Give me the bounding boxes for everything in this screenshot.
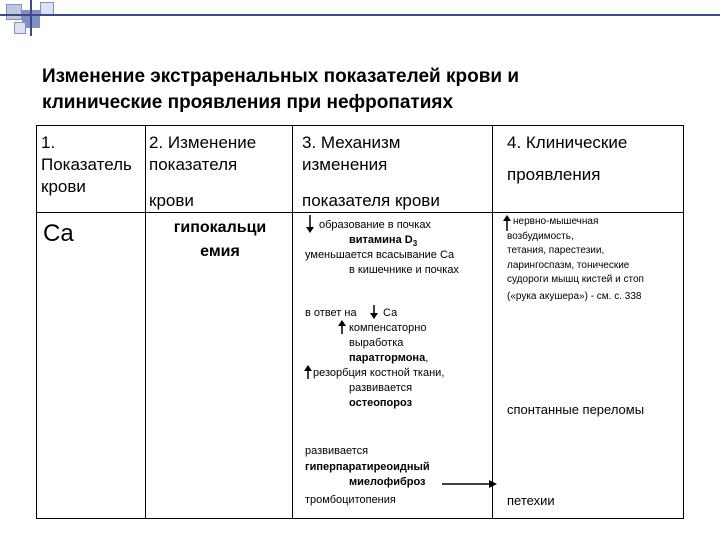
column-divider — [292, 126, 293, 518]
header-text: 4. Клинические — [507, 133, 628, 152]
clin-line: возбудимость, — [507, 230, 574, 242]
vitamin-d: витамина D — [349, 234, 413, 246]
header-text: крови — [41, 177, 86, 196]
mech1-c: уменьшается всасывание Са — [305, 249, 455, 261]
indicator-ca: Ca — [43, 220, 74, 247]
header-text: 1. — [41, 133, 56, 152]
mech3-c: миелофиброз — [349, 476, 426, 488]
header-divider — [37, 212, 683, 213]
header-text: 2. Изменение — [149, 133, 257, 152]
data-table — [36, 125, 684, 519]
clin-line: тетания, парестезии, — [507, 245, 605, 256]
parathormone: паратгормона — [349, 352, 426, 364]
clin2: спонтанные переломы — [507, 402, 645, 417]
mech1-d: в кишечнике и почках — [349, 264, 459, 276]
column-divider — [492, 126, 493, 518]
clin-line: судороги мышц кистей и стоп — [507, 274, 644, 285]
mech2-g: остеопороз — [349, 397, 413, 409]
mech3-d: тромбоцитопения — [305, 494, 396, 506]
arrow-up-icon — [337, 319, 347, 335]
mech2-d — [349, 351, 428, 366]
clin-line: нервно-мышечная — [513, 216, 599, 227]
header-mechanism — [302, 132, 440, 212]
header-text: изменения — [302, 155, 388, 174]
mech2-b: компенсаторно — [349, 322, 427, 334]
clin3: петехии — [507, 493, 555, 508]
decor-horizontal-line — [0, 14, 720, 16]
decor-square — [14, 22, 26, 34]
mech2-a: в ответ на — [305, 307, 357, 319]
mech2-a2: Са — [383, 307, 398, 319]
header-text: проявления — [507, 165, 601, 184]
change-text: гипокальци — [173, 219, 267, 236]
change-hypocalcemia — [149, 216, 291, 264]
decor-vertical-line — [30, 0, 32, 36]
mech2-f: развивается — [349, 382, 413, 394]
clin-line: («рука акушера») - см. с. 338 — [507, 290, 642, 302]
mech1-a: образование в почках — [319, 219, 431, 231]
header-text: 3. Механизм — [302, 133, 401, 152]
slide-title — [42, 64, 682, 116]
title-line: Изменение экстраренальных показателей крови и — [42, 66, 520, 87]
arrow-right-icon — [441, 478, 499, 490]
header-change — [149, 132, 256, 212]
header-clinical — [507, 132, 627, 186]
header-text: показателя крови — [302, 191, 440, 210]
mech2-c: выработка — [349, 337, 404, 349]
header-text: Показатель — [41, 155, 132, 174]
header-text: показателя — [149, 155, 238, 174]
clin1 — [507, 215, 644, 304]
column-divider — [145, 126, 146, 518]
comma: , — [425, 352, 429, 364]
decor-square — [6, 4, 22, 20]
mech3-a: развивается — [305, 445, 369, 457]
header-text: крови — [149, 191, 194, 210]
arrow-down-icon — [305, 214, 315, 234]
change-text: емия — [200, 243, 240, 260]
mech3-b: гиперпаратиреоидный — [305, 461, 430, 473]
title-line: клинические проявления при нефропатиях — [42, 92, 454, 113]
vitamin-d-sub: 3 — [412, 239, 418, 249]
mech2-e: резорбция костной ткани, — [313, 367, 445, 379]
clin-line: ларингоспазм, тонические — [507, 259, 630, 271]
header-indicator — [41, 132, 132, 198]
arrow-down-icon — [369, 304, 379, 320]
arrow-up-icon — [303, 364, 313, 380]
